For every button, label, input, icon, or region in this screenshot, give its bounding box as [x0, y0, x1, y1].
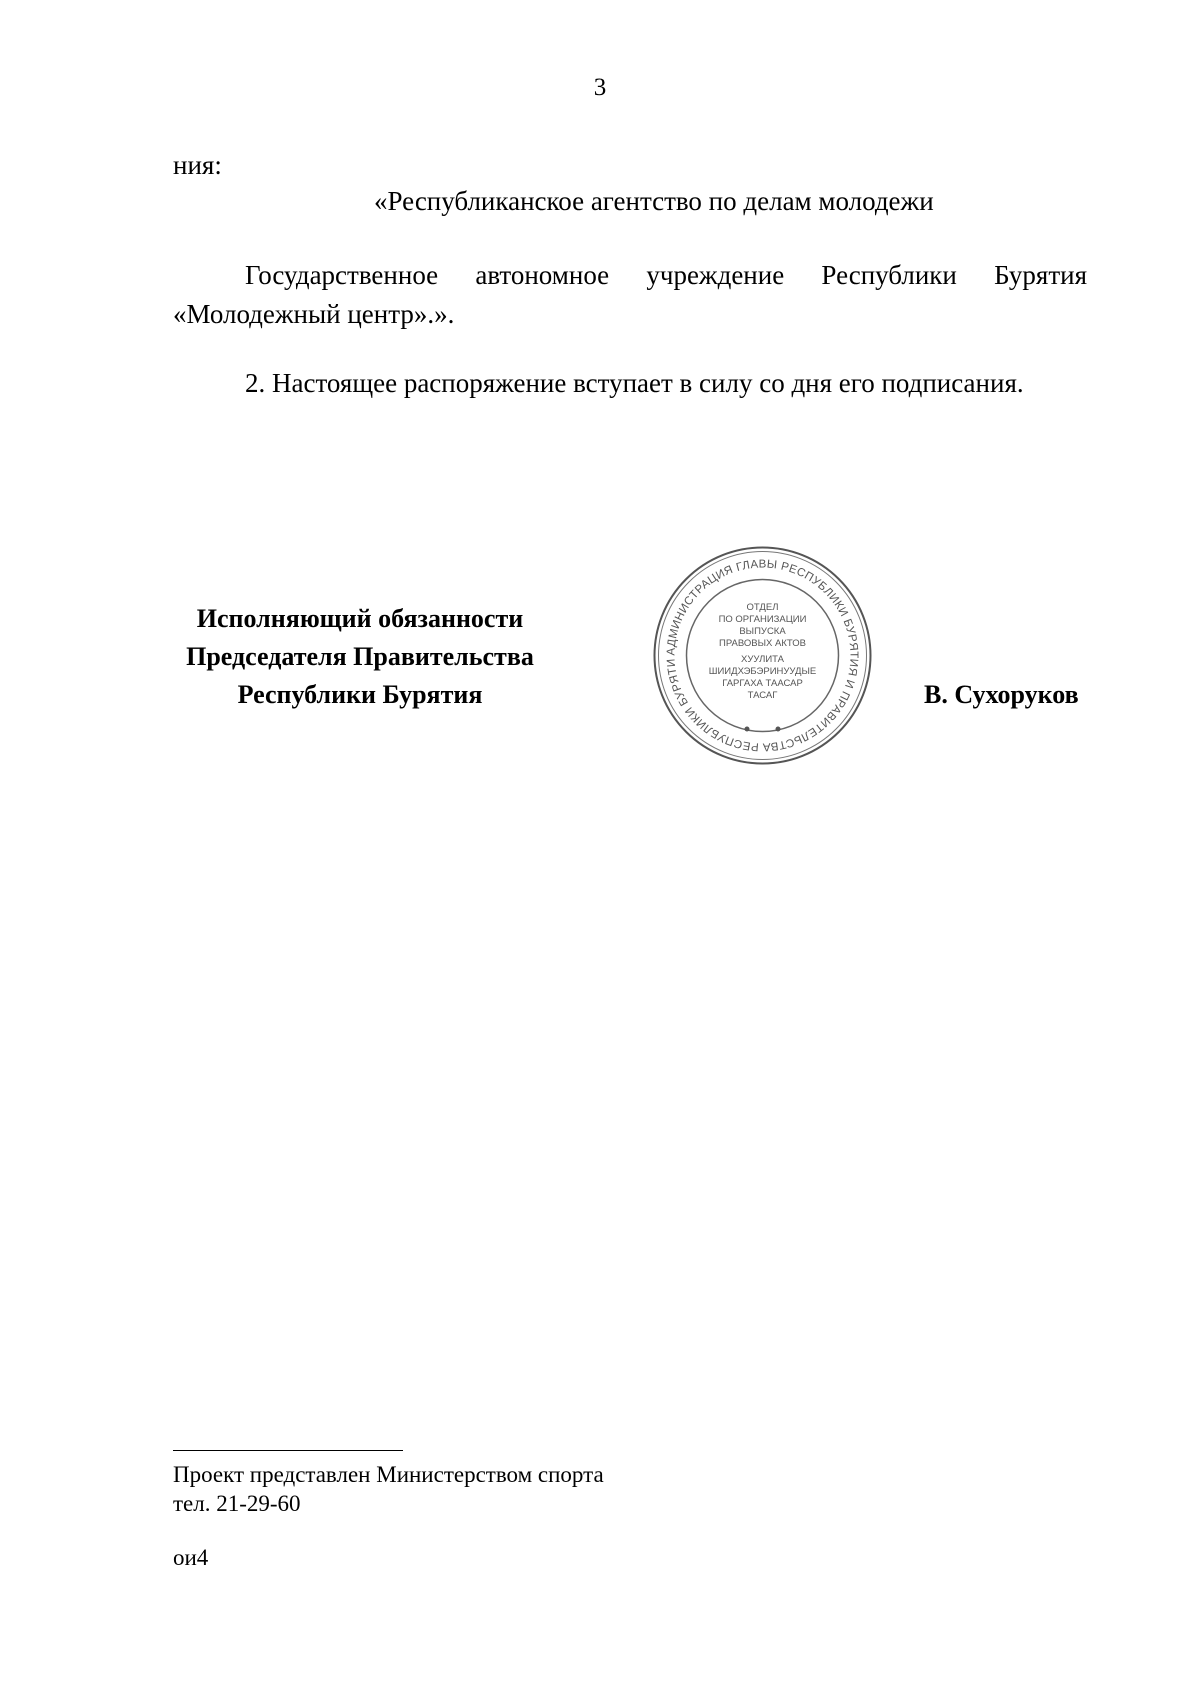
stamp-inner-line: ВЫПУСКА	[739, 626, 786, 637]
stamp-inner-line: ШИИДХЭБЭРИНУУДЫЕ	[708, 666, 817, 677]
stamp-inner-line: ТАСАГ	[747, 690, 778, 701]
footnote-divider	[173, 1450, 403, 1451]
quoted-agency-name: «Республиканское агентство по делам молодежи	[374, 186, 934, 216]
footnote-code: ои4	[173, 1545, 209, 1570]
signatory-title-line: Республики Бурятия	[237, 680, 483, 709]
signatory-title	[160, 600, 560, 714]
signatory-title-line: Исполняющий обязанности	[196, 604, 524, 633]
stamp-inner-line: ОТДЕЛ	[746, 602, 779, 613]
signatory-title-line: Председателя Правительства	[186, 642, 534, 671]
stamp-seal-icon	[651, 544, 874, 767]
footnote-prepared-by: Проект представлен Министерством спорта	[173, 1462, 604, 1487]
stamp-inner-line: ХУУЛИТА	[741, 654, 784, 665]
paragraph-effective-date: 2. Настоящее распоряжение вступает в силу со дня его подписания.	[245, 368, 1024, 398]
signatory-name: В. Сухоруков	[924, 680, 1079, 709]
official-stamp	[651, 544, 874, 767]
page-number: 3	[593, 74, 607, 101]
stamp-inner-line: ПО ОРГАНИЗАЦИИ	[718, 614, 807, 625]
stamp-inner-line: ПРАВОВЫХ АКТОВ	[719, 638, 806, 649]
footnote-phone: тел. 21-29-60	[173, 1491, 301, 1516]
line-continuation: ния:	[173, 150, 222, 180]
stamp-ring-text: АДМИНИСТРАЦИЯ ГЛАВЫ РЕСПУБЛИКИ БУРЯТИЯ И ПРАВИТЕЛЬСТВА РЕСПУБЛИКИ БУРЯТИ	[665, 558, 860, 753]
stamp-inner-line: ГАРГАХА ТААСАР	[722, 678, 803, 689]
paragraph-institution: Государственное автономное учреждение Республики Бурятия «Молодежный центр».».	[173, 260, 1087, 329]
